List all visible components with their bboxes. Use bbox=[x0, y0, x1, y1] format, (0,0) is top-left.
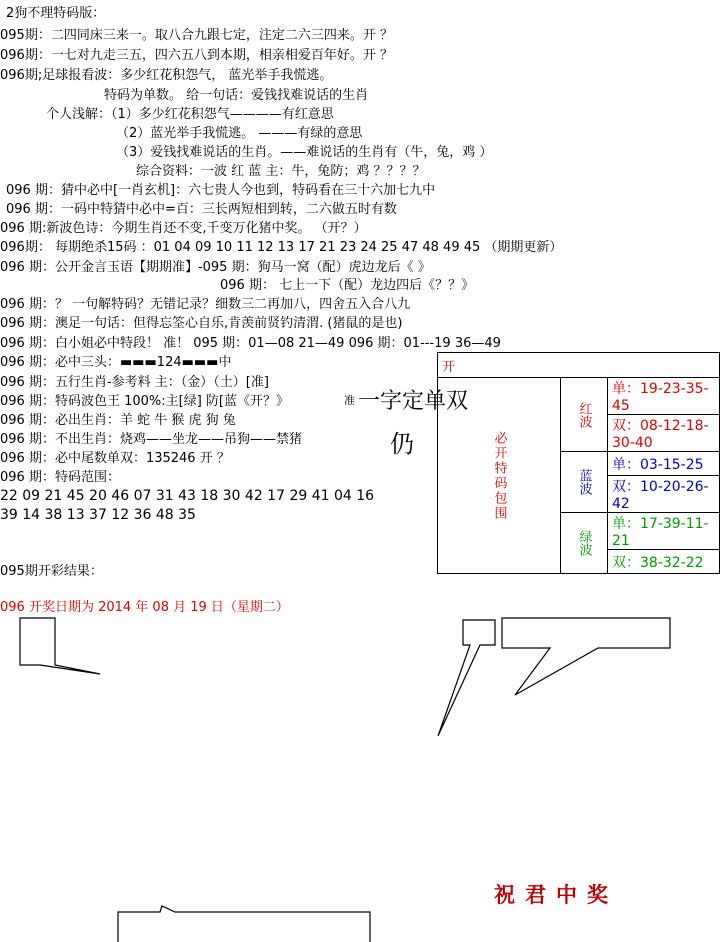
red-single: 单：19-23-35-45 bbox=[608, 378, 720, 415]
line-7: （3）爱钱找难说话的生肖。——难说话的生肖有（牛，兔，鸡 ） bbox=[116, 145, 493, 160]
line-19: 096 期：五行生肖-参考料 主：（金）（土）[准] bbox=[0, 375, 269, 390]
line-13: 096 期：公开金言玉语【期期准】-095 期：狗马一窝（配）虎边龙后《 》 bbox=[0, 260, 431, 275]
wave-blue-label: 蓝波 bbox=[561, 452, 608, 513]
line-22: 096 期：不出生肖：烧鸡——坐龙——吊狗——禁猪 bbox=[0, 432, 302, 447]
line-14: 096 期： 七上一下（配）龙边四后《？？》 bbox=[220, 278, 475, 293]
line-18: 096 期：必中三头：▬▬▬124▬▬▬中 bbox=[0, 355, 232, 370]
handwritten-note: 准 bbox=[344, 394, 355, 407]
blue-single: 单：03-15-25 bbox=[608, 452, 720, 476]
line-2: 096期：一七对九走三五，四六五八到本期，相亲相爱百年好。开 ？ bbox=[0, 48, 393, 63]
line-15: 096 期：？ 一句解特码？无错记录？细数三二再加八，四舍五入合八九 bbox=[0, 297, 411, 312]
line-23: 096 期：必中尾数单双：135246 开 ？ bbox=[0, 451, 230, 466]
line-17: 096 期：白小姐必中特段！ 准！ 095 期：01—08 21—49 096 期：01---19 36—49 bbox=[0, 336, 501, 351]
footer-wish: 祝君中奖 bbox=[494, 883, 618, 907]
range-numbers-1: 22 09 21 45 20 46 07 31 43 18 30 42 17 29 41 04 16 bbox=[0, 488, 375, 504]
line-20: 096 期：特码波色王 100%:主[绿] 防[蓝《开？》 bbox=[0, 394, 289, 409]
line-5: 个人浅解：（1）多少红花积怨气————有红意思 bbox=[46, 107, 334, 122]
line-16: 096 期：澳足一句话：但得忘筌心自乐,肯羡前贤钓清渭. (猪鼠的是也) bbox=[0, 316, 403, 331]
line-21: 096 期：必出生肖：羊 蛇 牛 猴 虎 狗 兔 bbox=[0, 413, 236, 428]
line-6: （2）蓝光举手我慌逃。 ———有绿的意思 bbox=[116, 126, 363, 141]
callout-middle bbox=[438, 620, 495, 736]
result-title: 095期开彩结果： bbox=[0, 564, 103, 579]
line-4: 特码为单数。 给一句话：爱钱找难说话的生肖 bbox=[104, 88, 369, 103]
line-9: 096 期：猜中必中[一肖玄机]：六七贵人今也到，特码看在三十六加七九中 bbox=[6, 183, 436, 198]
range-numbers-2: 39 14 38 13 37 12 36 48 35 bbox=[0, 507, 196, 523]
box-side-label: 必开特码包围 bbox=[438, 378, 561, 574]
wave-red-label: 红波 bbox=[561, 378, 608, 452]
callout-left bbox=[20, 618, 100, 674]
line-1: 095期：二四同床三来一。取八合九跟七定，注定二六三四来。开 ？ bbox=[0, 28, 393, 43]
handwritten-sub: 仍 bbox=[390, 430, 414, 458]
line-10: 096 期：一码中特猜中必中=百：三长两短相到转，二六做五时有数 bbox=[6, 202, 397, 217]
page-title: 2狗不理特码版： bbox=[6, 6, 106, 21]
line-12: 096期： 每期绝杀15码 ：01 04 09 10 11 12 13 17 21 23 24 25 47 48 49 45 （期期更新） bbox=[0, 240, 563, 255]
green-double: 双：38-32-22 bbox=[608, 550, 720, 574]
line-8: 综合资料：一波 红 蓝 主：牛，兔防；鸡 ？？？？ bbox=[136, 164, 426, 179]
handwritten-main: 一字定单双 bbox=[358, 389, 469, 414]
bottom-callout bbox=[118, 906, 370, 942]
blue-double: 双：10-20-26-42 bbox=[608, 476, 720, 513]
line-3: 096期;足球报看波：多少红花积怨气， 蓝光举手我慌逃。 bbox=[0, 68, 333, 83]
line-24: 096 期：特码范围： bbox=[0, 470, 120, 485]
line-11: 096 期:新波色诗：今期生肖还不变,千变万化猪中奖。 （开？） bbox=[0, 221, 367, 236]
green-single: 单：17-39-11-21 bbox=[608, 513, 720, 550]
red-double: 双：08-12-18-30-40 bbox=[608, 415, 720, 452]
draw-date: 096 开奖日期为 2014 年 08 月 19 日（星期二） bbox=[0, 600, 289, 615]
wave-green-label: 绿波 bbox=[561, 513, 608, 574]
box-open-label: 开 bbox=[438, 353, 720, 378]
callout-right bbox=[502, 618, 670, 695]
